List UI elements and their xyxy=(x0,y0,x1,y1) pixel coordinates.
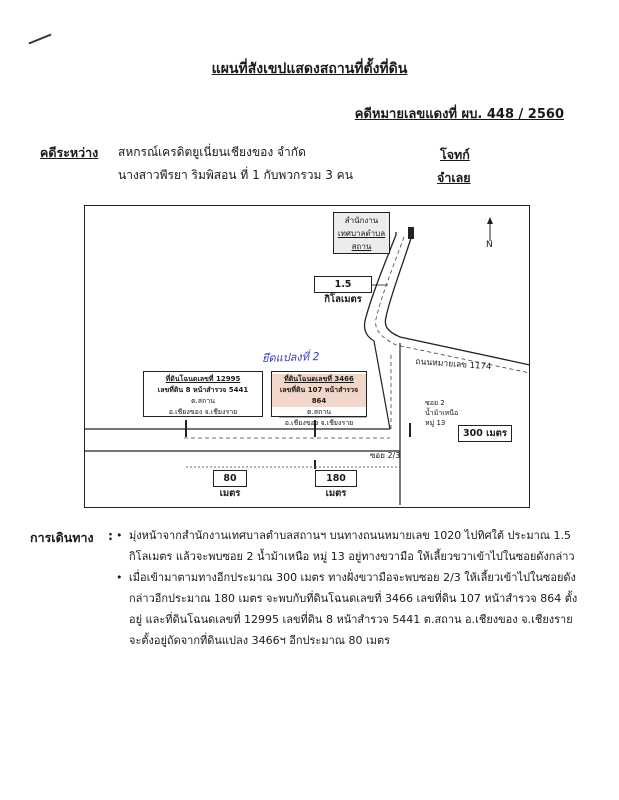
plaintiff-name: สหกรณ์เครดิตยูเนี่ยนเชียงของ จำกัด xyxy=(118,145,306,159)
distance-1-5km: 1.5 กิโลเมตร xyxy=(314,276,372,293)
direction-step: • มุ่งหน้าจากสำนักงานเทศบาลตำบลสถานฯ บนทางถนนหมายเลข 1020 ไปทิศใต้ ประมาณ 1.5 กิโลเมตร แล้วจะพบซอย 2 น้ำม้าเหนือ หมู่ 13 อยู่ทางขวามือ ให้เลี้ยวขวาเข้าไปในซอยดังกล่าว xyxy=(116,525,586,567)
soi-2-left-edge xyxy=(374,341,390,429)
road-1174-east-edge xyxy=(385,232,530,365)
distance-180m: 180 เมตร xyxy=(315,470,357,487)
handwritten-note: ยึดแปลงที่ 2 xyxy=(261,349,320,365)
pen-mark xyxy=(28,34,51,45)
directions-list xyxy=(116,525,586,651)
plot-3466-label: ที่ดินโฉนดเลขที่ 3466 เลขที่ดิน 107 หน้าสำรวจ 864 ต.สถาน อ.เชียงของ จ.เชียงราย xyxy=(271,371,367,417)
road-label: ถนนหมายเลข 1174 xyxy=(415,356,492,373)
road-marker xyxy=(408,227,414,239)
office-label: สำนักงาน เทศบาลตำบล สถาน xyxy=(333,212,390,254)
defendant-role: จำเลย xyxy=(437,170,471,185)
case-number: คดีหมายเลขแดงที่ ผบ. 448 / 2560 xyxy=(354,107,564,122)
soi-2-3-label: ซอย 2/3 xyxy=(370,451,401,460)
north-arrowhead-icon xyxy=(487,217,493,224)
direction-step: • เมื่อเข้ามาตามทางอีกประมาณ 300 เมตร ทางฝั่งขวามือจะพบซอย 2/3 ให้เลี้ยวเข้าไปในซอยดังกล่าวอีกประมาณ 180 เมตร จะพบกับที่ดินโฉนดเลขที่ 3466 เลขที่ดิน 107 หน้าสำรวจ 864 ตั้งอยู่ และที่ดินโฉนดเลขที่ 12995 เลขที่ดิน 8 หน้าสำรวจ 5441 ต.สถาน อ.เชียงของ จ.เชียงราย จะตั้งอยู่ถัดจากที่ดินแปลง 3466ฯ อีกประมาณ 80 เมตร xyxy=(116,567,586,651)
plaintiff-role: โจทก์ xyxy=(440,147,470,162)
distance-300m: 300 เมตร xyxy=(458,425,512,442)
soi-2-label: ซอย 2 น้ำม้าเหนือ หมู่ 13 xyxy=(425,399,459,427)
north-label: N xyxy=(486,240,493,250)
directions-colon: : xyxy=(108,528,113,543)
defendant-name: นางสาวพีรยา ริมพิสอน ที่ 1 กับพวกรวม 3 คน xyxy=(118,168,353,182)
directions-label: การเดินทาง xyxy=(30,530,94,545)
road-1174-centerline xyxy=(376,237,530,373)
parties-label: คดีระหว่าง xyxy=(40,145,99,160)
plot-12995-label: ที่ดินโฉนดเลขที่ 12995 เลขที่ดิน 8 หน้าสำรวจ 5441 ต.สถาน อ.เชียงของ จ.เชียงราย xyxy=(143,371,263,417)
document-title: แผนที่สังเขปแสดงสถานที่ตั้งที่ดิน xyxy=(211,61,408,77)
distance-80m: 80 เมตร xyxy=(213,470,247,487)
